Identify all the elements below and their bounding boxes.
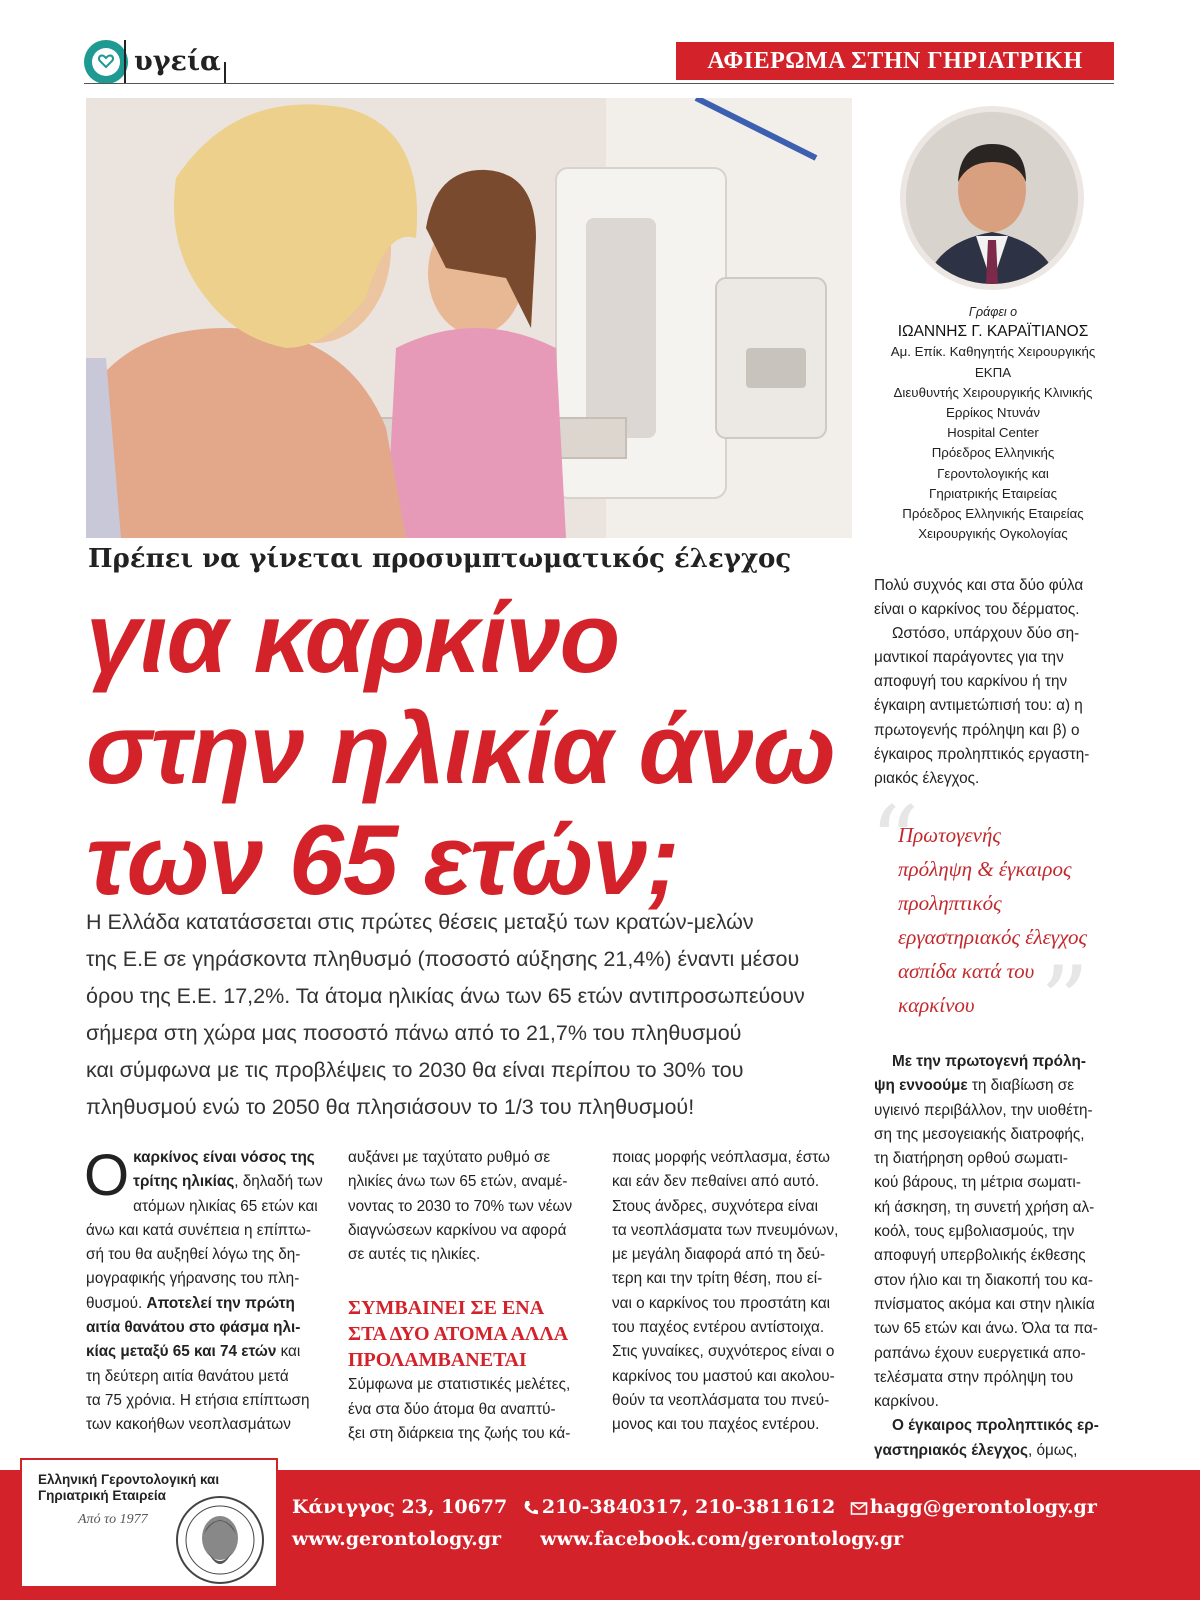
feature-tag: ΑΦΙΕΡΩΜΑ ΣΤΗΝ ΓΗΡΙΑΤΡΙΚΗ [676,42,1114,80]
author-name: ΙΩΑΝΝΗΣ Γ. ΚΑΡΑΪΤΙΑΝΟΣ [897,323,1089,341]
header-divider [124,40,126,84]
body-text: ηλικίες άνω των 65 ετών, αναμέ- [348,1173,568,1191]
body-text-bold: τρίτης ηλικίας [133,1173,235,1191]
author-title: Ερρίκος Ντυνάν [945,405,1041,421]
body-text: αποφυγή υπερβολικής έκθεσης [874,1247,1086,1265]
article-lead [86,904,856,1126]
body-text: στον ήλιο και τη διακοπή του κα- [874,1271,1093,1289]
footer-address: Κάνιγγος 23, 10677 [292,1496,508,1518]
body-text: αποφυγή του καρκίνου ή την [874,673,1068,691]
body-text-bold: Με την πρωτογενή πρόλη- [892,1053,1086,1070]
footer-email[interactable]: hagg@gerontology.gr [869,1496,1097,1518]
body-text-bold: Αποτελεί την πρώτη [146,1294,295,1312]
body-text: , δηλαδή των [234,1173,323,1191]
body-text: , όμως, [1027,1441,1078,1459]
article-headline [86,582,866,915]
body-text: τη διαβίωση σε [967,1077,1075,1095]
body-text: ποιας μορφής νεόπλασμα, έστω [612,1149,830,1166]
society-since: Από το 1977 [78,1512,148,1527]
sidebar-text-bottom [874,1050,1114,1463]
headline-line: των 65 ετών; [86,804,679,915]
body-text: τα νεοπλάσματα των πνευμόνων, [612,1221,839,1239]
society-name: Ελληνική Γεροντολογική και Γηριατρική Εταιρεία [38,1472,220,1503]
body-text: ση της μεσογειακής διατροφής, [874,1125,1085,1143]
sidebar-text-top [874,574,1114,791]
lead-line: σήμερα στη χώρα μας ποσοστό πάνω από το 21,7% του πληθυσμού [86,1021,742,1045]
pull-quote-text [898,818,1087,1022]
body-text: μονος και του παχέος εντέρου. [612,1416,820,1434]
body-text: Σύμφωνα με στατιστικές μελέτες, [348,1376,571,1394]
body-text: ένα στα δύο άτομα θα αναπτύ- [348,1400,556,1418]
lead-line: της Ε.Ε σε γηράσκοντα πληθυσμό (ποσοστό αύξησης 21,4%) έναντι μέσου [86,947,800,971]
quote-line: καρκίνου [898,993,975,1017]
quote-line: ασπίδα κατά του [898,959,1035,983]
pull-quote [870,786,1120,1058]
body-text: είναι ο καρκίνος του δέρματος. [874,601,1080,619]
footer-website-link[interactable]: www.gerontology.gr [292,1528,502,1550]
body-text: κού βάρους, τη μέτρια σωματι- [874,1174,1081,1192]
author-title: Χειρουργικής Ογκολογίας [918,526,1068,542]
society-box [20,1458,278,1588]
body-text: άνω και κατά συνέπεια η επίπτω- [86,1221,311,1239]
body-text: ατόμων ηλικίας 65 ετών και [133,1197,318,1215]
body-text: των 65 ετών και άνω. Όλα τα πα- [874,1320,1098,1338]
body-text: καρκίνου. [874,1393,939,1411]
author-byline [868,302,1118,544]
section-subheading [348,1295,590,1373]
body-text: και [276,1343,301,1361]
body-text: τη διατήρηση ορθού σωματι- [874,1150,1068,1168]
body-text: ριακός έλεγχος. [874,769,980,787]
lead-line: όρου της Ε.Ε. 17,2%. Τα άτομα ηλικίας άνω των 65 ετών αντιπροσωπεύουν [86,984,805,1008]
body-text: αυξάνει με ταχύτατο ρυθμό σε [348,1149,551,1166]
body-text: Ωστόσο, υπάρχουν δύο ση- [892,625,1080,643]
author-title: Γεροντολογικής και [937,465,1049,481]
body-text: έγκαιρη αντιμετώπισή του: α) η [874,697,1083,715]
body-text: θυσμού. [86,1294,147,1312]
body-text: διαγνώσεων καρκίνου να αφορά [348,1221,567,1239]
article-kicker: Πρέπει να γίνεται προσυμπτωματικός έλεγχος [88,544,792,574]
body-text: πνίσματος ακόμα και στην ηλικία [874,1295,1095,1313]
body-text: και εάν δεν πεθαίνει από αυτό. [612,1173,820,1191]
open-quote-icon: “ [870,786,920,898]
headline-line: στην ηλικία άνω [86,693,835,804]
subheading-line: ΠΡΟΛΑΜΒΑΝΕΤΑΙ [348,1349,527,1372]
lead-line: πληθυσμού ενώ το 2050 θα πλησιάσουν το 1/3 του πληθυσμού! [86,1095,695,1119]
body-text: κή άσκηση, τη συνετή χρήση αλ- [874,1198,1095,1216]
body-text-bold: Ο έγκαιρος προληπτικός ερ- [892,1417,1099,1435]
body-text: νοντας το 2030 το 70% των νέων [348,1197,573,1215]
close-quote-icon: ” [1040,946,1090,1058]
subheading-line: ΣΥΜΒΑΙΝΕΙ ΣΕ ΕΝΑ [348,1297,545,1320]
lead-line: Η Ελλάδα κατατάσσεται στις πρώτες θέσεις μεταξύ των κρατών-μελών [86,910,754,934]
quote-line: προληπτικός [898,891,1002,915]
body-text: ναι ο καρκίνος του προστάτη και [612,1294,831,1312]
author-title: Γηριατρικής Εταιρείας [929,485,1057,501]
body-text: Στις γυναίκες, συχνότερος είναι ο [612,1343,835,1361]
phone-icon [522,1499,540,1517]
section-title: υγεία [134,46,221,77]
section-logo-icon [84,40,128,84]
body-text: σε αυτές τις ηλικίες. [348,1246,481,1264]
body-column-3 [612,1146,852,1438]
footer-facebook-link[interactable]: www.facebook.com/gerontology.gr [540,1528,904,1550]
body-text: καρκίνος του μαστού και ακολου- [612,1367,835,1385]
author-title: Πρόεδρος Ελληνικής [931,445,1055,461]
lead-line: και σύμφωνα με τις προβλέψεις το 2030 θα είναι περίπου το 30% του [86,1058,744,1082]
body-text: του παχέος εντέρου αντίστοιχα. [612,1319,825,1337]
heart-icon [97,52,115,70]
author-title: ΕΚΠΑ [974,364,1012,380]
author-title: Πρόεδρος Ελληνικής Εταιρείας [902,506,1084,522]
body-text: με μεγάλη διαφορά από τη δεύ- [612,1246,826,1264]
body-text: θούν τα νεοπλάσματα του πνεύ- [612,1391,830,1409]
body-text: ραπάνω έχουν ευεργετικά απο- [874,1344,1086,1362]
author-writes: Γράφει ο [968,305,1018,319]
article-photo [86,98,852,538]
body-text: τελέσματα στην πρόληψη του [874,1368,1074,1386]
header-rule [84,83,1114,84]
headline-line: για καρκίνο [86,582,620,693]
envelope-icon [850,1499,868,1517]
quote-line: πρόληψη & έγκαιρος [898,857,1072,881]
author-title: Διευθυντής Χειρουργικής Κλινικής [893,384,1093,400]
body-text: μαντικοί παράγοντες για την [874,649,1064,667]
body-text: ξει στη διάρκεια της ζωής του κά- [348,1425,571,1443]
author-title: Αμ. Επίκ. Καθηγητής Χειρουργικής [890,344,1096,360]
body-text-bold: αιτία θανάτου στο φάσμα ηλι- [86,1319,301,1337]
body-text: σή του θα αυξηθεί λόγω της δη- [86,1246,301,1264]
body-text: των κακοήθων νεοπλασμάτων [86,1416,291,1434]
body-text: Στους άνδρες, συχνότερα είναι [612,1197,818,1215]
society-seal-icon [174,1494,266,1586]
body-column-2 [348,1146,590,1446]
body-text-bold: καρκίνος είναι νόσος της [133,1149,315,1166]
body-text-bold: ψη εννοούμε [874,1077,968,1095]
body-text: πρωτογενής πρόληψη και β) ο [874,721,1080,739]
body-text: κοόλ, τους εμβολιασμούς, την [874,1223,1075,1241]
body-text: Πολύ συχνός και στα δύο φύλα [874,577,1084,594]
body-text: τη δεύτερη αιτία θανάτου μετά [86,1367,289,1385]
body-text: τα 75 χρόνια. Η ετήσια επίπτωση [86,1391,310,1409]
footer-contact-line [292,1496,1097,1518]
header-divider-short [224,62,226,84]
footer-web-line [292,1528,903,1550]
body-column-1 [84,1143,326,1438]
quote-line: εργαστηριακός έλεγχος [898,925,1087,949]
quote-line: Πρωτογενής [898,823,1001,847]
body-text: μογραφικής γήρανσης του πλη- [86,1270,300,1288]
footer-phones[interactable]: 210-3840317, 210-3811612 [541,1496,836,1518]
author-title: Hospital Center [947,425,1039,441]
body-text-bold: κίας μεταξύ 65 και 74 ετών [86,1343,277,1361]
author-portrait [900,106,1084,290]
body-text: έγκαιρος προληπτικός εργαστη- [874,745,1090,763]
body-text: υγιεινό περιβάλλον, την υιοθέτη- [874,1101,1093,1119]
body-text: τερη και την τρίτη θέση, που εί- [612,1270,823,1288]
body-text-bold: γαστηριακός έλεγχος [874,1441,1028,1459]
subheading-line: ΣΤΑ ΔΥΟ ΑΤΟΜΑ ΑΛΛΑ [348,1323,569,1346]
drop-cap: Ο [84,1143,130,1208]
